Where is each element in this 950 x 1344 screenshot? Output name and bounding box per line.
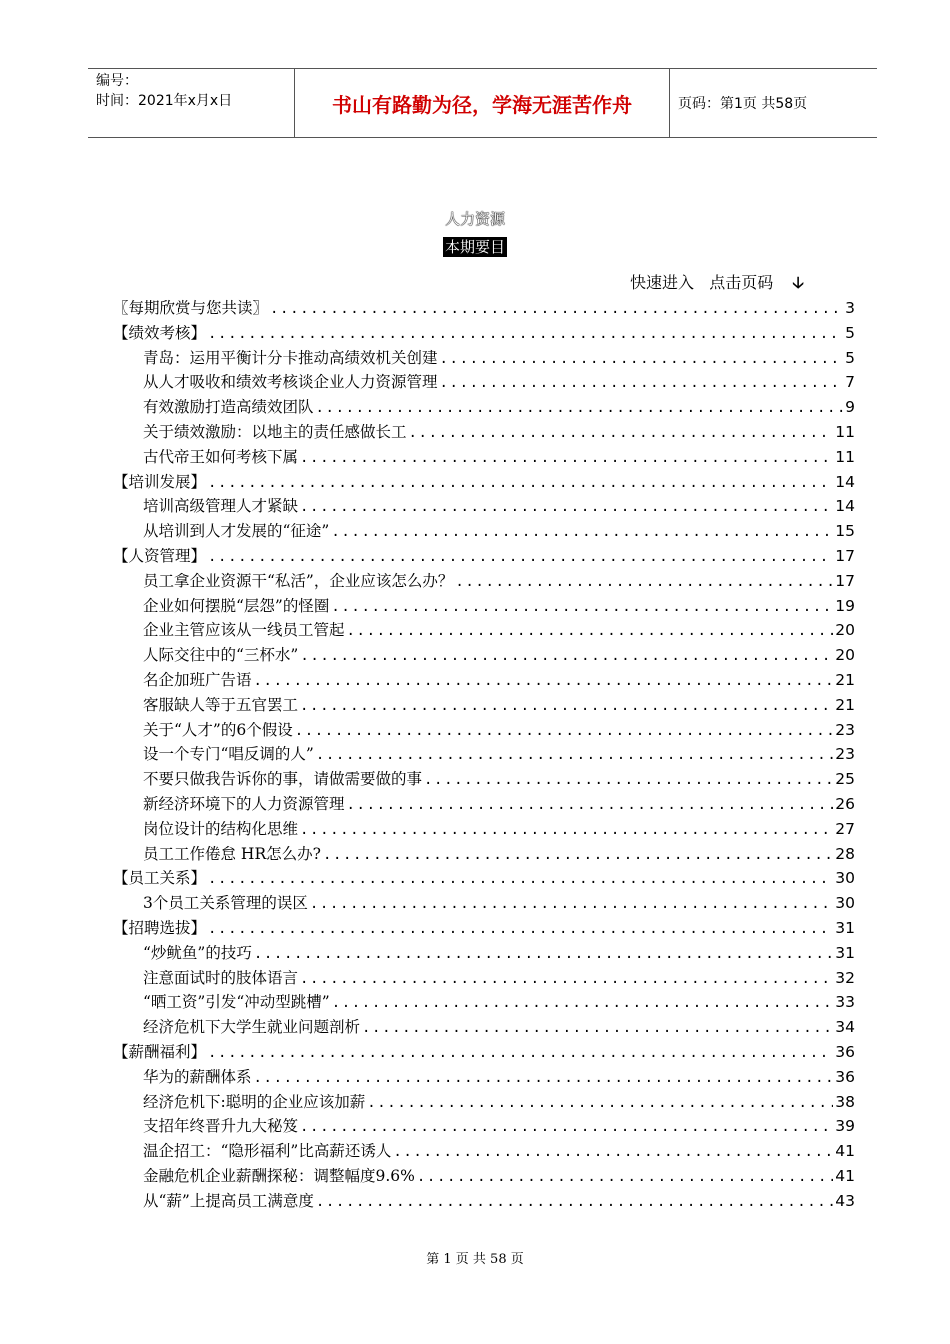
toc-entry[interactable] [113, 1189, 855, 1214]
toc-page-number[interactable]: 20 [835, 646, 855, 665]
arrow-down-icon: 🡣 [792, 273, 804, 292]
toc-entry-label[interactable]: 企业主管应该从一线员工管起 [143, 621, 345, 640]
toc-page-number[interactable]: 11 [835, 447, 855, 466]
toc-page-number[interactable]: 5 [845, 348, 855, 367]
toc-entry[interactable] [113, 1090, 855, 1115]
toc-entry[interactable] [113, 594, 855, 619]
toc-section[interactable] [113, 470, 855, 495]
toc-page-number[interactable]: 38 [835, 1092, 855, 1111]
toc-entry[interactable] [113, 494, 855, 519]
quick-nav-label: 快速进入 点击页码 [630, 273, 774, 292]
toc-entry[interactable] [113, 668, 855, 693]
dot-leader [300, 698, 833, 714]
toc-page-number[interactable]: 26 [835, 794, 855, 813]
toc-entry[interactable] [113, 395, 855, 420]
toc-entry[interactable] [113, 1139, 855, 1164]
toc-entry[interactable] [113, 420, 855, 445]
dot-leader [332, 995, 834, 1011]
toc-page-number[interactable]: 33 [835, 993, 855, 1012]
toc-entry-label[interactable]: 3个员工关系管理的误区 [143, 894, 308, 913]
toc-page-number[interactable]: 5 [845, 323, 855, 342]
toc-entry-label[interactable]: 经济危机下:聪明的企业应该加薪 [143, 1092, 366, 1111]
toc-entry-label[interactable]: 〖每期欣赏与您共读〗 [113, 299, 269, 317]
toc-page-number[interactable]: 21 [835, 670, 855, 689]
toc-page-number[interactable]: 9 [845, 398, 855, 417]
toc-entry[interactable] [113, 966, 855, 991]
dot-leader [409, 425, 834, 441]
dot-leader [323, 847, 833, 863]
toc-page-number[interactable]: 7 [845, 373, 855, 392]
toc-page-number[interactable]: 21 [835, 695, 855, 714]
toc-entry-label[interactable]: 有效激励打造高绩效团队 [143, 398, 314, 417]
number-label: 编号： [96, 73, 138, 89]
dot-leader [347, 623, 834, 639]
toc-entry-label[interactable]: 岗位设计的结构化思维 [143, 819, 299, 838]
toc-section[interactable] [113, 321, 855, 346]
toc-entry[interactable] [113, 1164, 855, 1189]
dot-leader [254, 673, 834, 689]
toc-entry-label[interactable]: 【员工关系】 [113, 869, 207, 888]
dot-leader [367, 1095, 833, 1111]
quick-nav [630, 270, 804, 299]
toc-entry[interactable] [113, 1065, 855, 1090]
motto: 书山有路勤为径，学海无涯苦作舟 [295, 69, 670, 137]
toc-page-number[interactable]: 31 [835, 918, 855, 937]
toc-entry[interactable] [113, 618, 855, 643]
dot-leader [208, 549, 833, 565]
toc-entry[interactable] [113, 817, 855, 842]
toc-entry-label[interactable]: 从人才吸收和绩效考核谈企业人力资源管理 [143, 373, 438, 392]
page-footer: 第 1 页 共 58 页 [426, 1252, 524, 1267]
toc-page-number[interactable]: 14 [835, 472, 855, 491]
toc-entry[interactable] [113, 742, 855, 767]
toc-page-number[interactable]: 32 [835, 968, 855, 987]
toc-entry-label[interactable]: 客服缺人等于五官罢工 [143, 695, 299, 714]
toc-heading: 本期要目 [445, 238, 506, 256]
toc-entry-label[interactable]: 人际交往中的“三杯水” [143, 646, 299, 665]
toc-section[interactable] [113, 1040, 855, 1065]
toc-entry-label[interactable]: 关于绩效激励：以地主的责任感做长工 [143, 422, 407, 441]
dot-leader [208, 921, 833, 937]
toc-entry-label[interactable]: 【绩效考核】 [113, 323, 207, 342]
toc-page-number[interactable]: 14 [835, 497, 855, 516]
dot-leader [254, 946, 833, 962]
toc-page-number[interactable]: 43 [835, 1191, 855, 1210]
toc-page-number[interactable]: 17 [835, 546, 855, 565]
toc-entry-label[interactable]: 【招聘选拔】 [113, 918, 207, 937]
page-label: 页码：第1页 共58页 [678, 96, 808, 112]
toc-entry[interactable] [113, 842, 855, 867]
dot-leader [295, 723, 834, 739]
dot-leader [417, 1169, 833, 1185]
toc-entry-label[interactable]: 青岛：运用平衡计分卡推动高绩效机关创建 [143, 348, 438, 367]
dot-leader [440, 375, 844, 391]
toc-entry-label[interactable]: 设一个专门“唱反调的人” [143, 745, 314, 764]
toc-page-number[interactable]: 20 [835, 621, 855, 640]
toc-entry[interactable] [113, 1114, 855, 1139]
dot-leader [300, 648, 833, 664]
toc-page-number[interactable]: 34 [835, 1018, 855, 1037]
toc-section[interactable] [113, 544, 855, 569]
toc-entry-label[interactable]: 【培训发展】 [113, 472, 207, 491]
toc-page-number[interactable]: 11 [835, 422, 855, 441]
toc-entry-label[interactable]: 古代帝王如何考核下属 [143, 447, 299, 466]
toc-page-number[interactable]: 41 [835, 1142, 855, 1161]
toc-entry-label[interactable]: 支招年终晋升九大秘笈 [143, 1117, 299, 1136]
toc-entry[interactable] [113, 519, 855, 544]
dot-leader [254, 1070, 834, 1086]
toc-entry-label[interactable]: 经济危机下大学生就业问题剖析 [143, 1018, 361, 1037]
toc-entry-label[interactable]: 温企招工：“隐形福利”比高薪还诱人 [143, 1142, 392, 1161]
toc-section[interactable] [113, 916, 855, 941]
toc-page-number[interactable]: 25 [835, 770, 855, 789]
toc-entry[interactable] [113, 346, 855, 371]
toc-entry-label[interactable]: 培训高级管理人才紧缺 [143, 497, 299, 516]
toc-section[interactable] [113, 296, 855, 321]
toc-entry[interactable] [113, 1015, 855, 1040]
dot-leader [347, 797, 834, 813]
dot-leader [300, 971, 833, 987]
dot-leader [270, 301, 843, 317]
toc-entry[interactable] [113, 891, 855, 916]
toc-entry-label[interactable]: 金融危机企业薪酬探秘：调整幅度9.6% [143, 1166, 415, 1185]
table-of-contents [113, 296, 855, 1213]
toc-entry-label[interactable]: 员工拿企业资源干“私活”，企业应该怎么办？ [143, 571, 454, 590]
toc-entry[interactable] [113, 990, 855, 1015]
toc-entry-label[interactable]: 不要只做我告诉你的事，请做需要做的事 [143, 770, 423, 789]
toc-entry-label[interactable]: 从培训到人才发展的“征途” [143, 522, 330, 541]
toc-entry[interactable] [113, 445, 855, 470]
toc-page-number[interactable]: 27 [835, 819, 855, 838]
toc-page-number[interactable]: 3 [845, 299, 855, 317]
dot-leader [208, 475, 833, 491]
toc-page-number[interactable]: 39 [835, 1117, 855, 1136]
toc-entry[interactable] [113, 643, 855, 668]
dot-leader [331, 524, 833, 540]
document-title: 人力资源 [444, 210, 505, 228]
toc-entry-label[interactable]: 【薪酬福利】 [113, 1042, 207, 1061]
dot-leader [316, 400, 844, 416]
toc-entry-label[interactable]: “晒工资”引发“冲动型跳槽” [143, 993, 330, 1012]
dot-leader [331, 599, 833, 615]
toc-entry[interactable] [113, 693, 855, 718]
toc-entry[interactable] [113, 767, 855, 792]
dot-leader [300, 499, 833, 515]
toc-entry-label[interactable]: 注意面试时的肢体语言 [143, 968, 299, 987]
dot-leader [424, 772, 833, 788]
toc-page-number[interactable]: 31 [835, 943, 855, 962]
toc-page-number[interactable]: 30 [835, 894, 855, 913]
toc-entry-label[interactable]: 新经济环境下的人力资源管理 [143, 794, 345, 813]
toc-entry-label[interactable]: 关于“人才”的6个假设 [143, 720, 293, 739]
header-meta [88, 69, 295, 137]
toc-page-number[interactable]: 36 [835, 1067, 855, 1086]
toc-page-number[interactable]: 19 [835, 596, 855, 615]
toc-page-number[interactable]: 30 [835, 869, 855, 888]
toc-page-number[interactable]: 41 [835, 1166, 855, 1185]
toc-entry[interactable] [113, 941, 855, 966]
dot-leader [310, 896, 833, 912]
toc-entry-label[interactable]: 企业如何摆脱“层怨”的怪圈 [143, 596, 330, 615]
dot-leader [362, 1020, 833, 1036]
dot-leader [455, 574, 833, 590]
dot-leader [316, 1194, 833, 1210]
dot-leader [440, 351, 844, 367]
toc-entry-label[interactable]: 员工工作倦怠 HR怎么办? [143, 844, 321, 863]
toc-page-number[interactable]: 23 [835, 720, 855, 739]
toc-entry[interactable] [113, 569, 855, 594]
toc-entry-label[interactable]: 从“薪”上提高员工满意度 [143, 1191, 314, 1210]
time-label: 时间：2021年x月x日 [96, 93, 233, 109]
toc-section[interactable] [113, 866, 855, 891]
toc-page-number[interactable]: 23 [835, 745, 855, 764]
toc-entry[interactable] [113, 370, 855, 395]
dot-leader [300, 450, 833, 466]
toc-entry-label[interactable]: 【人资管理】 [113, 546, 207, 565]
dot-leader [208, 326, 843, 342]
toc-entry[interactable] [113, 792, 855, 817]
dot-leader [208, 1045, 833, 1061]
toc-page-number[interactable]: 28 [835, 844, 855, 863]
page-header [88, 68, 877, 138]
toc-entry-label[interactable]: 华为的薪酬体系 [143, 1067, 252, 1086]
dot-leader [208, 871, 833, 887]
dot-leader [316, 747, 833, 763]
toc-entry-label[interactable]: “炒鱿鱼”的技巧 [143, 943, 252, 962]
dot-leader [300, 1119, 833, 1135]
toc-page-number[interactable]: 36 [835, 1042, 855, 1061]
dot-leader [393, 1144, 833, 1160]
toc-entry-label[interactable]: 名企加班广告语 [143, 670, 252, 689]
toc-entry[interactable] [113, 718, 855, 743]
toc-page-number[interactable]: 17 [835, 571, 855, 590]
toc-page-number[interactable]: 15 [835, 522, 855, 541]
dot-leader [300, 822, 833, 838]
